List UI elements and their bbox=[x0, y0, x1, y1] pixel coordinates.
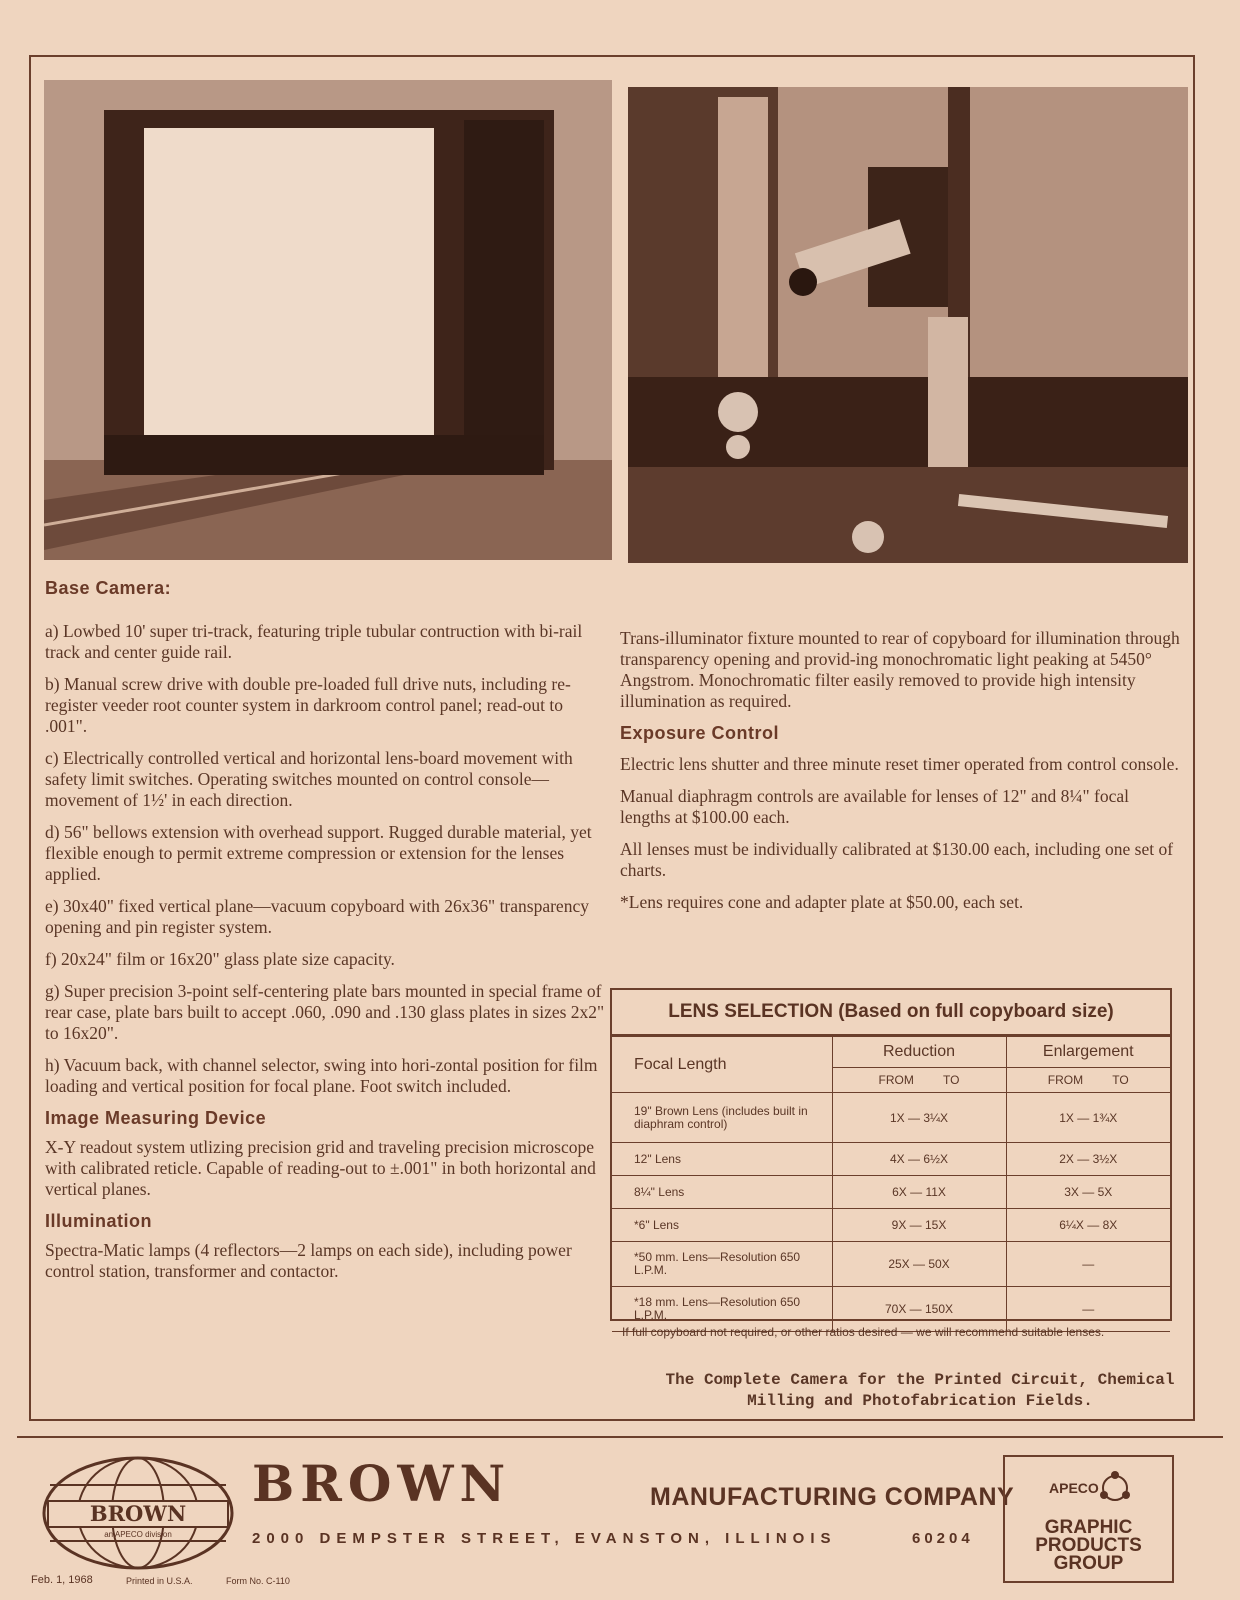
spec-item-a: a) Lowbed 10' super tri-track, featuring triple tubular contruction with bi-rail track and center guide rail. bbox=[45, 621, 583, 662]
reduction-range: 25X — 50X bbox=[832, 1242, 1006, 1287]
lens-name: 8¼" Lens bbox=[612, 1176, 832, 1209]
image-measuring-text: X-Y readout system utlizing precision grid and traveling precision microscope with calibrated reticle. Capable of reading-out to ±.001" in both horizontal and vertical planes. bbox=[45, 1137, 596, 1199]
spec-item-d: d) 56" bellows extension with overhead support. Rugged durable material, yet flexible enough to permit extreme compression or extension for the lenses applied. bbox=[45, 822, 592, 884]
logo-division-text: an APECO division bbox=[104, 1530, 172, 1539]
base-camera-heading: Base Camera: bbox=[45, 578, 172, 598]
enlargement-range: — bbox=[1006, 1287, 1170, 1332]
reduction-range: 4X — 6½X bbox=[832, 1143, 1006, 1176]
illumination-text: Spectra-Matic lamps (4 reflectors—2 lamps on each side), including power control station, transformer and contactor. bbox=[45, 1240, 572, 1281]
right-column bbox=[620, 628, 1180, 924]
brown-globe-logo bbox=[40, 1455, 236, 1571]
company-name-rest: MANUFACTURING COMPANY bbox=[650, 1483, 1015, 1511]
reduction-range: 6X — 11X bbox=[832, 1176, 1006, 1209]
trans-illuminator-text: Trans-illuminator fixture mounted to rear of copyboard for illumination through transparency opening and provid-ing monochromatic light peaking at 5450° Angstrom. Monochromatic filter easily removed to provide high intensity illumination as required. bbox=[620, 628, 1180, 711]
table-row bbox=[612, 1176, 1170, 1209]
reduction-from-to: FROM TO bbox=[832, 1068, 1006, 1093]
table-row bbox=[612, 1093, 1170, 1143]
enlargement-from-to: FROM TO bbox=[1006, 1068, 1170, 1093]
publication-date: Feb. 1, 1968 bbox=[31, 1574, 93, 1586]
reduction-range: 1X — 3¼X bbox=[832, 1093, 1006, 1143]
copyboard-photo bbox=[44, 80, 612, 560]
table-row bbox=[612, 1242, 1170, 1287]
reduction-header: Reduction bbox=[832, 1037, 1006, 1068]
left-column bbox=[45, 578, 605, 1293]
enlargement-header: Enlargement bbox=[1006, 1037, 1170, 1068]
enlargement-range: — bbox=[1006, 1242, 1170, 1287]
spec-item-h: h) Vacuum back, with channel selector, swing into hori-zontal position for film loading and vertical position for focal plane. Foot switch included. bbox=[45, 1055, 598, 1096]
reduction-range: 70X — 150X bbox=[832, 1287, 1006, 1332]
image-measuring-heading: Image Measuring Device bbox=[45, 1108, 267, 1128]
graphic-products-group bbox=[1005, 1519, 1172, 1573]
lens-name: 12" Lens bbox=[612, 1143, 832, 1176]
table-row bbox=[612, 1143, 1170, 1176]
spec-item-f: f) 20x24" film or 16x20" glass plate size capacity. bbox=[45, 949, 395, 969]
gpg-line-1: GRAPHIC bbox=[1044, 1517, 1133, 1538]
enlargement-range: 1X — 1¾X bbox=[1006, 1093, 1170, 1143]
illumination-heading: Illumination bbox=[45, 1211, 152, 1231]
form-number: Form No. C-110 bbox=[226, 1576, 290, 1586]
lens-name: 19" Brown Lens (includes built in diaphram control) bbox=[612, 1093, 832, 1143]
focal-length-header: Focal Length bbox=[612, 1037, 832, 1093]
apeco-group-box bbox=[1003, 1455, 1174, 1583]
reduction-range: 9X — 15X bbox=[832, 1209, 1006, 1242]
spec-item-b: b) Manual screw drive with double pre-loaded full drive nuts, including re-register veeder root counter system in darkroom control panel; read-out to .001". bbox=[45, 674, 571, 736]
table-row bbox=[612, 1209, 1170, 1242]
calibration-text: All lenses must be individually calibrated at $130.00 each, including one set of charts. bbox=[620, 839, 1174, 880]
spec-item-g: g) Super precision 3-point self-centering plate bars mounted in special frame of rear case, plate bars built to accept .060, .090 and .130 glass plates in sizes 2x2" to 16x20". bbox=[45, 981, 605, 1043]
exposure-control-heading: Exposure Control bbox=[620, 723, 780, 743]
lens-name: *6" Lens bbox=[612, 1209, 832, 1242]
lens-selection-table bbox=[610, 988, 1172, 1321]
spec-item-e: e) 30x40" fixed vertical plane—vacuum copyboard with 26x36" transparency opening and pin register system. bbox=[45, 896, 589, 937]
lens-table-title: LENS SELECTION (Based on full copyboard size) bbox=[612, 990, 1170, 1036]
apeco-logo bbox=[1045, 1465, 1137, 1511]
printed-in: Printed in U.S.A. bbox=[126, 1576, 193, 1586]
logo-brown-text: BROWN bbox=[89, 1501, 187, 1526]
enlargement-range: 3X — 5X bbox=[1006, 1176, 1170, 1209]
company-address: 2000 DEMPSTER STREET, EVANSTON, ILLINOIS bbox=[252, 1530, 837, 1547]
measuring-device-photo bbox=[628, 87, 1188, 563]
diaphragm-text: Manual diaphragm controls are available for lenses of 12" and 8¼" focal lengths at $100.00 each. bbox=[620, 786, 1129, 827]
spec-item-c: c) Electrically controlled vertical and horizontal lens-board movement with safety limit switches. Operating switches mounted on control console—movement of 1½' in each direction. bbox=[45, 748, 573, 810]
company-name: BROWN bbox=[252, 1454, 512, 1513]
lens-name: *18 mm. Lens—Resolution 650 L.P.M. bbox=[612, 1287, 832, 1332]
tagline: The Complete Camera for the Printed Circuit, Chemical Milling and Photofabrication Fields. bbox=[665, 1371, 1175, 1410]
enlargement-range: 6¼X — 8X bbox=[1006, 1209, 1170, 1242]
enlargement-range: 2X — 3½X bbox=[1006, 1143, 1170, 1176]
cone-adapter-text: *Lens requires cone and adapter plate at $50.00, each set. bbox=[620, 892, 1024, 912]
gpg-line-2: PRODUCTS bbox=[1035, 1535, 1142, 1556]
exposure-text: Electric lens shutter and three minute reset timer operated from control console. bbox=[620, 754, 1179, 774]
gpg-line-3: GROUP bbox=[1053, 1553, 1124, 1574]
apeco-text: APECO bbox=[1049, 1480, 1099, 1496]
lens-name: *50 mm. Lens—Resolution 650 L.P.M. bbox=[612, 1242, 832, 1287]
lens-table-note: If full copyboard not required, or other ratios desired — we will recommend suitable lenses. bbox=[622, 1325, 1105, 1339]
footer-divider bbox=[17, 1436, 1223, 1438]
zip-code: 60204 bbox=[912, 1530, 974, 1547]
lens-table bbox=[612, 1036, 1170, 1332]
